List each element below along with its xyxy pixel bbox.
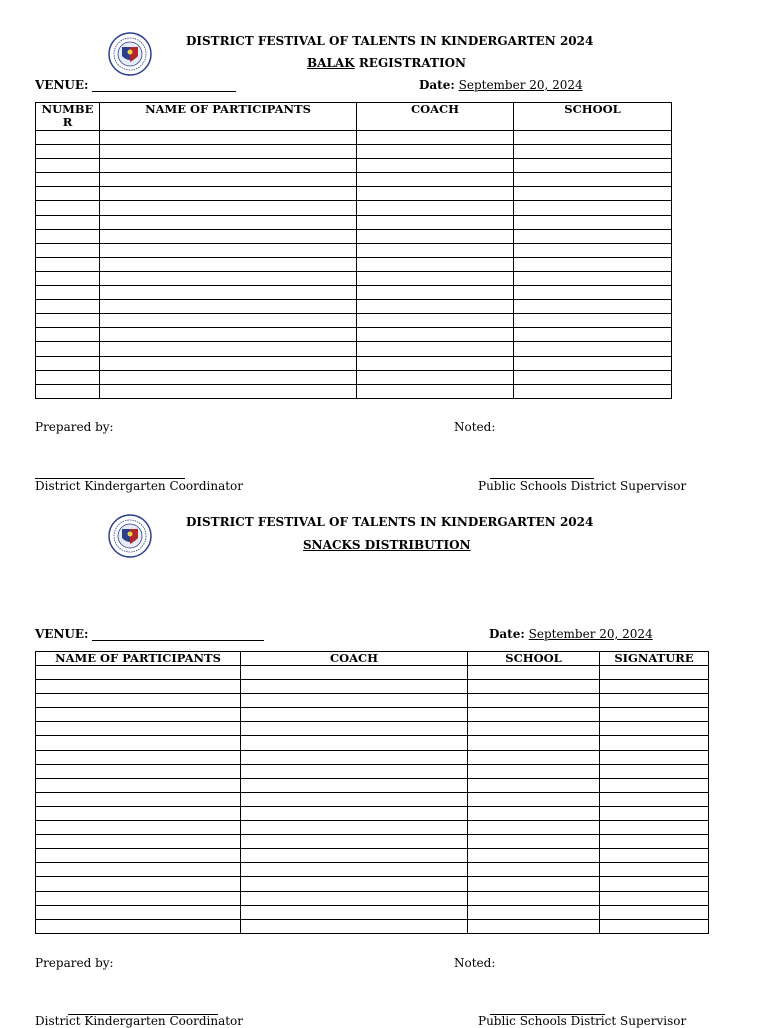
form1-table-row xyxy=(36,173,672,187)
form2-table-cell[interactable] xyxy=(36,891,241,905)
form1-venue xyxy=(35,78,236,92)
form2-table-cell[interactable] xyxy=(600,835,709,849)
form1-table-cell[interactable] xyxy=(36,370,100,384)
form1-table-cell[interactable] xyxy=(100,271,357,285)
form2-table-row xyxy=(36,877,709,891)
form1-registration-table xyxy=(35,102,672,399)
form1-table-row xyxy=(36,271,672,285)
form2-table-cell[interactable] xyxy=(241,666,468,680)
form2-table-row xyxy=(36,863,709,877)
form1-subtitle xyxy=(307,56,466,70)
form1-table-cell[interactable] xyxy=(514,159,672,173)
form2-table-row xyxy=(36,750,709,764)
form2-table-row xyxy=(36,708,709,722)
form1-table-cell[interactable] xyxy=(514,286,672,300)
form2-table-cell[interactable] xyxy=(468,877,600,891)
form1-table-cell[interactable] xyxy=(357,328,514,342)
form2-table-cell[interactable] xyxy=(600,694,709,708)
form1-table-row xyxy=(36,314,672,328)
form1-table-cell[interactable] xyxy=(100,145,357,159)
form1-table-row xyxy=(36,370,672,384)
form1-table-cell[interactable] xyxy=(100,201,357,215)
form1-table-cell[interactable] xyxy=(36,356,100,370)
form1-table-cell[interactable] xyxy=(357,187,514,201)
form2-table-cell[interactable] xyxy=(36,792,241,806)
form2-table-cell[interactable] xyxy=(36,849,241,863)
form2-venue-blank[interactable] xyxy=(92,628,264,641)
form2-table-cell[interactable] xyxy=(241,764,468,778)
form1-table-row xyxy=(36,356,672,370)
form1-table-cell[interactable] xyxy=(36,201,100,215)
form2-venue xyxy=(35,627,264,641)
deped-seal-icon xyxy=(108,514,152,558)
form2-table-cell[interactable] xyxy=(36,821,241,835)
form1-table-cell[interactable] xyxy=(514,243,672,257)
form2-table-cell[interactable] xyxy=(241,905,468,919)
form1-table-cell[interactable] xyxy=(36,145,100,159)
form2-table-cell[interactable] xyxy=(600,919,709,933)
form2-table-cell[interactable] xyxy=(600,792,709,806)
form1-table-cell[interactable] xyxy=(36,314,100,328)
form1-table-cell[interactable] xyxy=(36,271,100,285)
form1-table-cell[interactable] xyxy=(514,300,672,314)
form1-venue-label: VENUE: xyxy=(35,78,89,92)
form2-table-row xyxy=(36,764,709,778)
form2-table-cell[interactable] xyxy=(36,722,241,736)
form2-table-cell[interactable] xyxy=(241,792,468,806)
form1-table-cell[interactable] xyxy=(100,159,357,173)
form1-col-coach: COACH xyxy=(357,103,514,131)
form1-table-cell[interactable] xyxy=(100,215,357,229)
form2-table-cell[interactable] xyxy=(468,863,600,877)
form2-table-cell[interactable] xyxy=(600,764,709,778)
form1-prepared-by: Prepared by: xyxy=(35,420,114,434)
form2-table-cell[interactable] xyxy=(600,708,709,722)
form2-table-cell[interactable] xyxy=(468,905,600,919)
form1-table-row xyxy=(36,300,672,314)
form1-table-cell[interactable] xyxy=(514,201,672,215)
deped-seal-icon xyxy=(108,32,152,76)
form1-table-cell[interactable] xyxy=(357,384,514,398)
form2-table-cell[interactable] xyxy=(241,722,468,736)
form1-table-cell[interactable] xyxy=(36,215,100,229)
form2-table-row xyxy=(36,821,709,835)
form1-date-value: September 20, 2024 xyxy=(458,78,583,92)
form2-table-cell[interactable] xyxy=(468,750,600,764)
form2-table-cell[interactable] xyxy=(241,680,468,694)
form1-table-cell[interactable] xyxy=(100,328,357,342)
form1-table-row xyxy=(36,159,672,173)
form1-table-cell[interactable] xyxy=(36,159,100,173)
form2-table-cell[interactable] xyxy=(600,778,709,792)
form1-table-cell[interactable] xyxy=(36,300,100,314)
form1-left-signatory: District Kindergarten Coordinator xyxy=(35,479,244,493)
form2-table-cell[interactable] xyxy=(468,919,600,933)
form2-col-coach: COACH xyxy=(241,652,468,666)
form2-date-label: Date: xyxy=(489,627,525,641)
form2-table-cell[interactable] xyxy=(600,863,709,877)
form1-table-cell[interactable] xyxy=(357,370,514,384)
form1-table-cell[interactable] xyxy=(357,215,514,229)
form2-table-cell[interactable] xyxy=(36,708,241,722)
form2-table-cell[interactable] xyxy=(241,863,468,877)
form1-table-cell[interactable] xyxy=(514,342,672,356)
form2-noted: Noted: xyxy=(454,956,496,970)
form1-table-cell[interactable] xyxy=(36,131,100,145)
form2-table-cell[interactable] xyxy=(468,680,600,694)
form1-table-cell[interactable] xyxy=(36,243,100,257)
form1-table-cell[interactable] xyxy=(100,286,357,300)
form1-table-cell[interactable] xyxy=(100,384,357,398)
form1-table-cell[interactable] xyxy=(514,187,672,201)
form2-table-cell[interactable] xyxy=(241,821,468,835)
form2-table-cell[interactable] xyxy=(600,666,709,680)
form2-venue-label: VENUE: xyxy=(35,627,89,641)
form2-table-cell[interactable] xyxy=(241,750,468,764)
form1-subtitle-balak: BALAK xyxy=(307,56,355,70)
form2-table-cell[interactable] xyxy=(241,778,468,792)
form1-table-cell[interactable] xyxy=(100,257,357,271)
form1-table-cell[interactable] xyxy=(357,201,514,215)
form2-table-cell[interactable] xyxy=(36,736,241,750)
form1-table-row xyxy=(36,187,672,201)
form2-table-row xyxy=(36,919,709,933)
form1-table-cell[interactable] xyxy=(514,173,672,187)
form2-table-row xyxy=(36,905,709,919)
form1-table-cell[interactable] xyxy=(357,159,514,173)
form1-table-cell[interactable] xyxy=(514,384,672,398)
form2-table-cell[interactable] xyxy=(468,736,600,750)
form2-table-cell[interactable] xyxy=(468,821,600,835)
form1-table-cell[interactable] xyxy=(514,271,672,285)
form1-table-cell[interactable] xyxy=(514,328,672,342)
form1-title: DISTRICT FESTIVAL OF TALENTS IN KINDERGARTEN 2024 xyxy=(186,34,594,48)
form2-table-cell[interactable] xyxy=(36,750,241,764)
form2-date xyxy=(489,627,653,641)
form2-table-cell[interactable] xyxy=(468,708,600,722)
form1-table-cell[interactable] xyxy=(100,173,357,187)
form1-table-cell[interactable] xyxy=(100,342,357,356)
form1-table-cell[interactable] xyxy=(514,370,672,384)
form1-table-row xyxy=(36,384,672,398)
form2-prepared-by: Prepared by: xyxy=(35,956,114,970)
form1-venue-blank[interactable] xyxy=(92,79,236,92)
form1-table-cell[interactable] xyxy=(36,187,100,201)
form2-table-cell[interactable] xyxy=(468,722,600,736)
form2-table-row xyxy=(36,680,709,694)
form2-table-cell[interactable] xyxy=(600,849,709,863)
form2-table-row xyxy=(36,849,709,863)
form2-table-cell[interactable] xyxy=(468,806,600,820)
form1-right-signatory: Public Schools District Supervisor xyxy=(478,479,687,493)
form2-table-row xyxy=(36,835,709,849)
form2-table-row xyxy=(36,722,709,736)
form1-table-cell[interactable] xyxy=(100,300,357,314)
form1-table-row xyxy=(36,257,672,271)
form1-table-cell[interactable] xyxy=(357,314,514,328)
form1-table-cell[interactable] xyxy=(100,356,357,370)
form2-table-cell[interactable] xyxy=(600,806,709,820)
form1-table-cell[interactable] xyxy=(357,243,514,257)
form1-table-row xyxy=(36,243,672,257)
form1-table-cell[interactable] xyxy=(36,257,100,271)
form2-table-cell[interactable] xyxy=(241,806,468,820)
form1-table-cell[interactable] xyxy=(100,187,357,201)
form2-table-cell[interactable] xyxy=(36,764,241,778)
form1-table-row xyxy=(36,229,672,243)
form1-table-row xyxy=(36,201,672,215)
form2-title: DISTRICT FESTIVAL OF TALENTS IN KINDERGARTEN 2024 xyxy=(186,515,594,529)
form2-left-signatory: District Kindergarten Coordinator xyxy=(35,1014,244,1028)
form1-table-cell[interactable] xyxy=(514,356,672,370)
form2-table-cell[interactable] xyxy=(36,680,241,694)
form1-table-cell[interactable] xyxy=(357,229,514,243)
form1-date xyxy=(419,78,583,92)
form1-table-cell[interactable] xyxy=(357,257,514,271)
form1-table-cell[interactable] xyxy=(357,342,514,356)
form1-table-cell[interactable] xyxy=(357,356,514,370)
form1-table-cell[interactable] xyxy=(514,215,672,229)
form1-table-cell[interactable] xyxy=(36,286,100,300)
form2-table-row xyxy=(36,778,709,792)
form2-table-cell[interactable] xyxy=(36,835,241,849)
form2-table-cell[interactable] xyxy=(600,722,709,736)
form2-table-cell[interactable] xyxy=(468,764,600,778)
form2-table-cell[interactable] xyxy=(241,835,468,849)
form2-table-cell[interactable] xyxy=(241,919,468,933)
form2-col-school: SCHOOL xyxy=(468,652,600,666)
form1-table-body xyxy=(36,131,672,399)
form2-table-cell[interactable] xyxy=(468,778,600,792)
form2-table-row xyxy=(36,666,709,680)
form1-date-label: Date: xyxy=(419,78,455,92)
form2-right-signatory: Public Schools District Supervisor xyxy=(478,1014,687,1028)
form2-table-row xyxy=(36,891,709,905)
form2-table-cell[interactable] xyxy=(36,778,241,792)
form1-subtitle-rest: REGISTRATION xyxy=(354,56,466,70)
form2-table-cell[interactable] xyxy=(468,835,600,849)
form1-table-cell[interactable] xyxy=(100,314,357,328)
form2-table-cell[interactable] xyxy=(468,792,600,806)
form1-table-cell[interactable] xyxy=(514,131,672,145)
form1-table-cell[interactable] xyxy=(357,300,514,314)
form1-col-school: SCHOOL xyxy=(514,103,672,131)
form2-table-cell[interactable] xyxy=(600,750,709,764)
form2-table-cell[interactable] xyxy=(468,849,600,863)
form1-col-number: NUMBER xyxy=(36,103,100,131)
form2-col-name: NAME OF PARTICIPANTS xyxy=(36,652,241,666)
form1-table-cell[interactable] xyxy=(514,257,672,271)
form2-table-cell[interactable] xyxy=(600,821,709,835)
form2-table-cell[interactable] xyxy=(600,891,709,905)
form1-col-name: NAME OF PARTICIPANTS xyxy=(100,103,357,131)
form2-table-cell[interactable] xyxy=(36,877,241,891)
form1-table-cell[interactable] xyxy=(36,328,100,342)
form1-table-cell[interactable] xyxy=(36,342,100,356)
form1-table-cell[interactable] xyxy=(100,229,357,243)
form1-table-cell[interactable] xyxy=(357,131,514,145)
form2-col-signature: SIGNATURE xyxy=(600,652,709,666)
form1-table-cell[interactable] xyxy=(100,131,357,145)
form2-table-row xyxy=(36,736,709,750)
form2-table-cell[interactable] xyxy=(468,694,600,708)
form1-table-cell[interactable] xyxy=(514,314,672,328)
form2-subtitle: SNACKS DISTRIBUTION xyxy=(303,538,471,552)
form2-table-cell[interactable] xyxy=(36,905,241,919)
form2-table-row xyxy=(36,806,709,820)
form1-table-cell[interactable] xyxy=(36,173,100,187)
form2-table-cell[interactable] xyxy=(241,736,468,750)
form2-table-cell[interactable] xyxy=(600,877,709,891)
form1-table-cell[interactable] xyxy=(514,229,672,243)
form2-table-cell[interactable] xyxy=(600,736,709,750)
form2-table-cell[interactable] xyxy=(468,891,600,905)
form2-table-cell[interactable] xyxy=(468,666,600,680)
form2-table-row xyxy=(36,792,709,806)
form1-table-cell[interactable] xyxy=(357,271,514,285)
form2-table-cell[interactable] xyxy=(36,919,241,933)
form1-table-cell[interactable] xyxy=(100,370,357,384)
form2-table-cell[interactable] xyxy=(241,877,468,891)
form2-table-cell[interactable] xyxy=(241,849,468,863)
form2-header-row xyxy=(36,652,709,666)
form2-table-cell[interactable] xyxy=(36,694,241,708)
form1-table-cell[interactable] xyxy=(357,286,514,300)
form1-header-row xyxy=(36,103,672,131)
form1-table-row xyxy=(36,131,672,145)
form1-table-row xyxy=(36,342,672,356)
form2-table-body xyxy=(36,666,709,934)
form1-table-cell[interactable] xyxy=(36,384,100,398)
form2-table-cell[interactable] xyxy=(241,708,468,722)
form2-table-cell[interactable] xyxy=(36,666,241,680)
form2-table-cell[interactable] xyxy=(600,905,709,919)
form1-table-cell[interactable] xyxy=(36,229,100,243)
form2-table-cell[interactable] xyxy=(36,863,241,877)
form1-table-cell[interactable] xyxy=(514,145,672,159)
form1-noted: Noted: xyxy=(454,420,496,434)
form1-table-row xyxy=(36,145,672,159)
form1-table-row xyxy=(36,215,672,229)
form2-table-row xyxy=(36,694,709,708)
form1-table-row xyxy=(36,328,672,342)
form1-table-row xyxy=(36,286,672,300)
form2-date-value: September 20, 2024 xyxy=(528,627,653,641)
form1-table-cell[interactable] xyxy=(100,243,357,257)
form2-table-cell[interactable] xyxy=(241,891,468,905)
form1-table-cell[interactable] xyxy=(357,145,514,159)
form2-snacks-table xyxy=(35,651,709,934)
form2-table-cell[interactable] xyxy=(36,806,241,820)
form2-table-cell[interactable] xyxy=(241,694,468,708)
form1-table-cell[interactable] xyxy=(357,173,514,187)
form2-table-cell[interactable] xyxy=(600,680,709,694)
